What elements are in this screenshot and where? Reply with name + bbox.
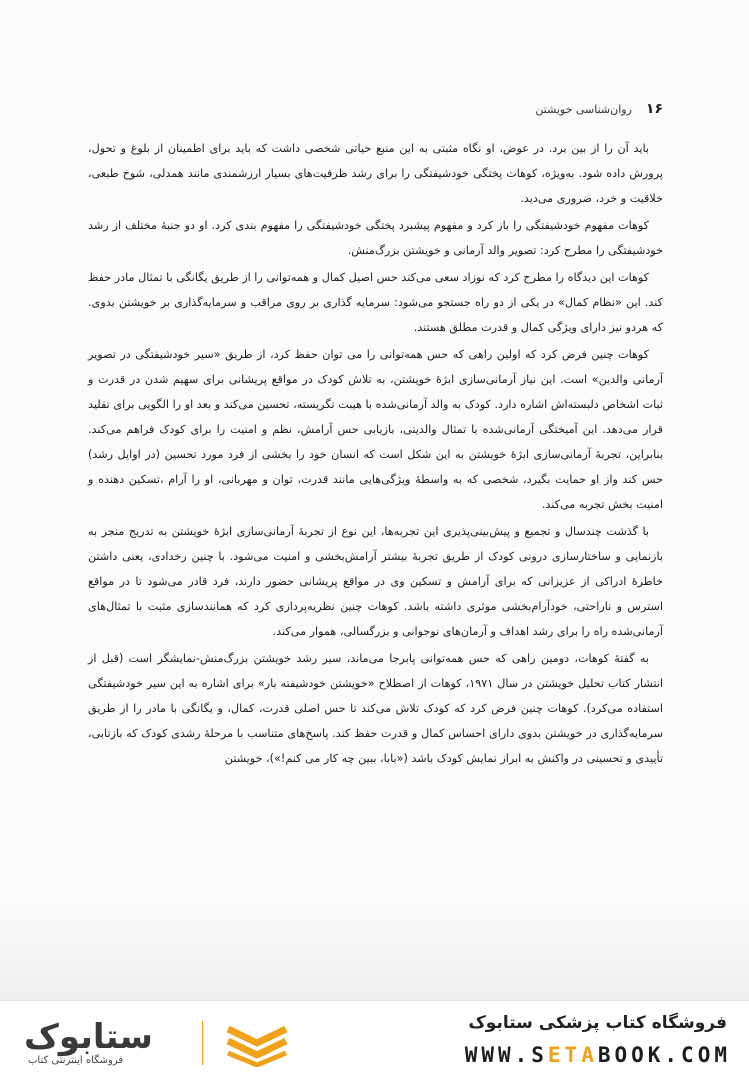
url-suffix: BOOK.COM — [597, 1043, 731, 1067]
store-name: فروشگاه کتاب پزشکی ستابوک — [468, 1013, 727, 1033]
page-header — [88, 98, 663, 120]
url-prefix: WWW.S — [464, 1043, 548, 1067]
book-stack-icon — [222, 1019, 292, 1067]
store-footer — [0, 1000, 749, 1080]
store-logo — [24, 1015, 294, 1071]
paragraph: با گذشت چندسال و تجمیع و پیش‌بینی‌پذیری این تجربه‌ها، این نوع از تجربهٔ آرمانی‌سازی ابژهٔ خویشتن به تدریج منجر به بازنمایی و ساختارسازی درونی کودک از طریق تجربهٔ بیشتر آرامش‌بخشی و امنیت می‌شود. با چنین رخدادی، یعنی داشتن خاطرهٔ ادراکی از عزیزانی که برای آرامش و تسکین وی در مواقع پریشانی حضور دارند، فرد قادر می‌شود تا در مواقع استرس و ناراحتی، خودآرام‌بخشی موثری داشته باشد. کوهات چنین نظریه‌پردازی کرد که همانندسازی مثبت با تمثال‌های آرمانی‌شده راه را برای رشد اهداف و آرمان‌های نوجوانی و بزرگسالی، هموار می‌کند. — [88, 525, 663, 638]
logo-divider — [202, 1021, 203, 1065]
url-accent: ETA — [547, 1043, 598, 1067]
bottom-fade — [0, 900, 749, 1000]
logo-wordmark: ستابوک — [24, 1017, 153, 1057]
paragraph: باید آن را از بین برد. در عوض، او نگاه مثبتی به این منبع حیاتی شخصی داشت که باید برای اطمینان از بلوغ و تحول، پرورش داده شود. به‌ویژه، کوهات پختگی خودشیفتگی را برای رشد ظرفیت‌های بسیار ارزشمندی مانند همدلی، شوخ طبعی، خلاقیت و خرد، ضروری می‌دید. — [88, 142, 663, 205]
logo-tagline: فروشگاه اینترنتی کتاب — [28, 1055, 124, 1066]
body-text — [88, 136, 663, 773]
running-title: روان‌شناسی خویشتن — [535, 102, 632, 116]
paragraph: کوهات چنین فرض کرد که اولین راهی که حس همه‌توانی را می توان حفظ کرد، از طریق «سیر خودشیفتگی در تصویر آرمانی والدین» است. این نیاز آرمانی‌سازی ابژهٔ خویشتن، به تلاش کودک در مواقع پریشانی برای سهیم شدن در قدرت و ثبات اشخاص دلبسته‌اش اشاره دارد. کودک به والد آرمانی‌شده با هیبت نگریسته، تحسین می‌کند و بعد او را الگویی برای تقلید قرار می‌دهد. این آمیختگی آرمانی‌شده با تمثال والدینی، بازیابی حس آرامش، نظم و امنیت را برای کودک فراهم می‌کند. بنابراین، تجربهٔ آرمانی‌سازی ابژهٔ خویشتن به این شکل است که انسان خود را بخشی از فرد مورد تحسین (در اوایل رشد) حس کند واز او حمایت بگیرد، شخصی که به واسطهٔ ویژگی‌هایی مانند قدرت، توان و مهربانی، او را آرام ،تسکین دهنده و امنیت بخش تجربه می‌کند. — [88, 348, 663, 511]
page-number: ۱۶ — [645, 101, 663, 117]
paragraph: کوهات این دیدگاه را مطرح کرد که نوزاد سعی می‌کند حس اصیل کمال و همه‌توانی را از طریق یگانگی با تمثال مادر حفظ کند. این «نظام کمال» در یکی از دو راه جستجو می‌شود: سرمایه گذاری بر روی مراقب و سرمایه‌گذاری بر خویشتن بدوی. که هردو نیز دارای ویژگی کمال و قدرت مطلق هستند. — [88, 271, 663, 334]
paragraph: کوهات مفهوم خودشیفتگی را باز کرد و مفهوم پیشبرد پختگی خودشیفتگی را مفهوم بندی کرد. او دو جنبهٔ مختلف از رشد خودشیفتگی را مطرح کرد: تصویر والد آرمانی و خویشتن بزرگ‌منش. — [88, 219, 663, 257]
paragraph: به گفتهٔ کوهات، دومین راهی که حس همه‌توانی پابرجا می‌ماند، سیر رشد خویشتن بزرگ‌منش-نمایشگر است (قبل از انتشار کتاب تحلیل خویشتن در سال ۱۹۷۱، کوهات از اصطلاح «خویشتن خودشیفته بار» برای اشاره به این سیر خودشیفتگی استفاده می‌کرد). کوهات چنین فرض کرد که کودک تلاش می‌کند تا حس اصلی قدرت، کمال، و یگانگی با مادر را از طریق سرمایه‌گذاری در خویشتن بدوی دارای احساس کمال و قدرت حفظ کند. پاسخ‌های متناسب با مرحلهٔ رشدی کودک که بازتابی، تأییدی و تحسینی در واکنش به ابراز نمایش کودک باشد («بابا، ببین چه کار می کنم!»)، خویشتن — [88, 652, 663, 765]
store-url[interactable] — [465, 1043, 731, 1067]
